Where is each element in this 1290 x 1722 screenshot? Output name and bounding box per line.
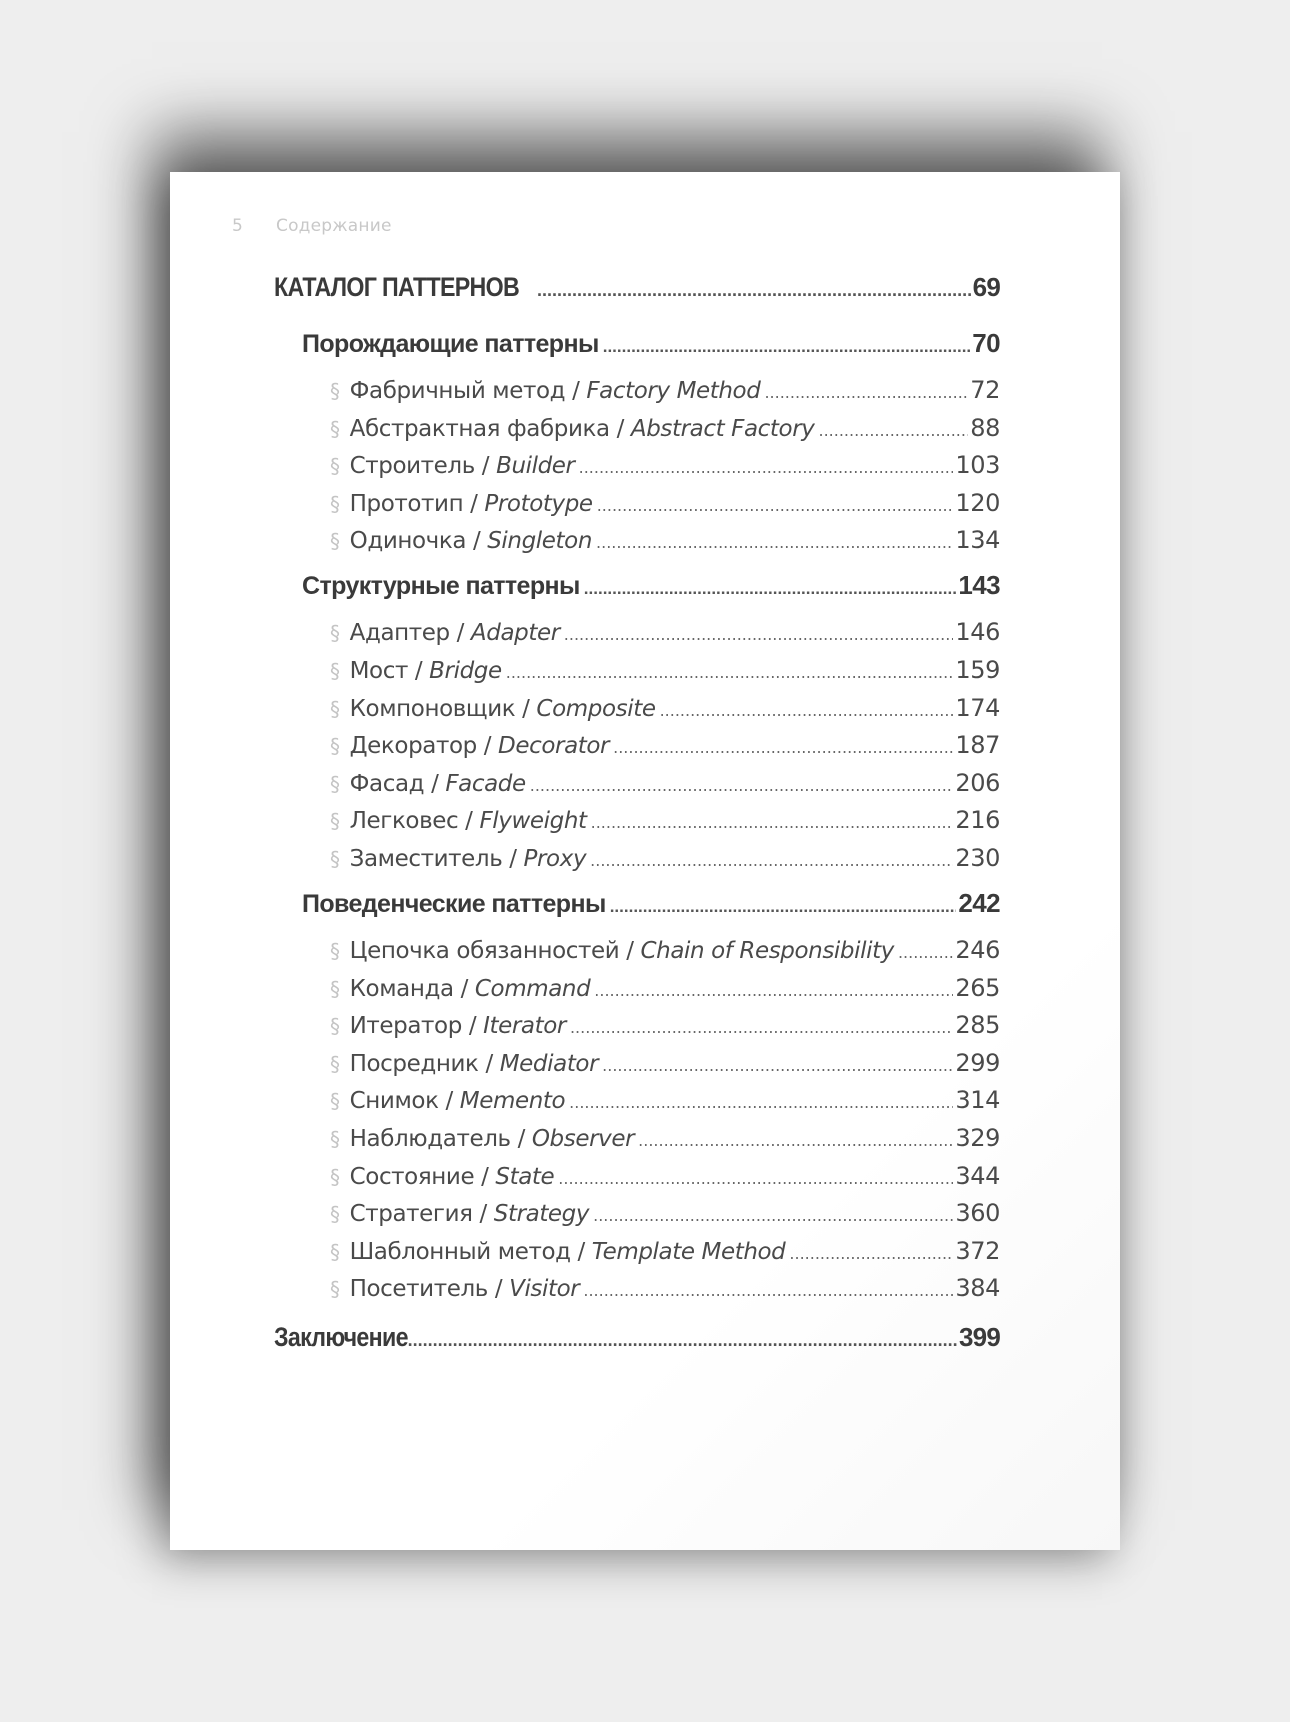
toc-entry-title-en: Facade <box>445 770 526 797</box>
section-sign-icon: § <box>330 1239 340 1264</box>
toc-section-heading-title: Поведенческие паттерны <box>302 890 606 918</box>
toc-entry[interactable] <box>330 414 1000 442</box>
toc-entry-title-ru: Посредник <box>349 1050 479 1077</box>
toc-conclusion-heading-page-number: 399 <box>959 1322 1000 1353</box>
dot-leader <box>570 1018 953 1037</box>
section-sign-icon: § <box>330 1164 340 1189</box>
section-sign-icon: § <box>330 696 340 721</box>
section-sign-icon: § <box>330 659 340 683</box>
toc-entry-separator: / <box>515 695 537 722</box>
toc-entry[interactable] <box>330 376 1000 404</box>
section-sign-icon: § <box>330 847 340 871</box>
toc-entry-page-number: 187 <box>955 731 1000 760</box>
toc-entry-page-number: 206 <box>955 768 1000 797</box>
toc-entry-title <box>330 620 560 646</box>
section-sign-icon: § <box>330 491 340 516</box>
toc-entry-title-ru: Состояние <box>349 1163 475 1190</box>
toc-entry[interactable] <box>330 844 1000 872</box>
dot-leader <box>596 533 953 552</box>
dot-leader <box>594 981 953 1000</box>
toc-entry-page-number: 329 <box>955 1124 1000 1152</box>
toc-entry-separator: / <box>619 938 641 964</box>
toc-entry-page-number: 174 <box>955 693 1000 722</box>
toc-entry-title-en: Composite <box>536 695 656 722</box>
toc-entry-title <box>330 696 656 722</box>
toc-section-heading[interactable] <box>302 328 1000 359</box>
toc-entry-title-ru: Адаптер <box>349 620 450 647</box>
toc-entry-separator: / <box>449 620 471 647</box>
toc-entry-title <box>330 378 760 404</box>
toc-entry-title-ru: Строитель <box>349 453 475 480</box>
dot-leader <box>660 701 954 720</box>
toc-entry[interactable] <box>330 1274 1000 1302</box>
toc-entry-title <box>330 1201 589 1227</box>
toc-section-heading[interactable] <box>302 888 1000 919</box>
book-page <box>170 172 1120 1550</box>
toc-entry-title-ru: Итератор <box>349 1013 462 1040</box>
toc-entry[interactable] <box>330 1162 1000 1190</box>
toc-entry-title <box>330 1013 566 1039</box>
toc-entry-title-en: Decorator <box>498 733 610 760</box>
toc-section-heading[interactable] <box>302 570 1000 601</box>
running-head-page-number: 5 <box>232 216 244 236</box>
toc-part-heading-page-number: 69 <box>972 272 1000 302</box>
section-sign-icon: § <box>330 454 340 479</box>
toc-entry-title <box>330 416 814 442</box>
toc-entry-title-en: Bridge <box>429 658 502 684</box>
toc-entry-title-en: Iterator <box>483 1013 566 1040</box>
toc-entry-page-number: 72 <box>970 376 1000 404</box>
section-sign-icon: § <box>330 976 340 1001</box>
dot-leader <box>569 1093 953 1112</box>
section-sign-icon: § <box>330 734 340 759</box>
toc-entry-separator: / <box>461 1013 484 1040</box>
toc-entry-title-ru: Наблюдатель <box>349 1126 511 1152</box>
toc-entry-title-ru: Легковес <box>349 808 459 835</box>
dot-leader <box>408 1330 957 1351</box>
toc-entry-title-en: Factory Method <box>586 378 761 404</box>
toc-entry-title-en: Observer <box>531 1126 635 1152</box>
toc-entry-page-number: 146 <box>955 618 1000 647</box>
toc-entry-page-number: 88 <box>970 413 1000 442</box>
toc-entry-separator: / <box>424 770 446 797</box>
toc-section-heading-page-number: 143 <box>958 570 1000 601</box>
dot-leader <box>613 738 953 757</box>
toc-entry-page-number: 384 <box>955 1274 1000 1303</box>
toc-entry[interactable] <box>330 526 1000 554</box>
toc-entry-title-ru: Мост <box>349 658 408 684</box>
toc-entry-title-en: Command <box>474 975 591 1002</box>
toc-entry-title-en: Template Method <box>591 1238 786 1265</box>
section-sign-icon: § <box>330 1127 340 1151</box>
dot-leader <box>898 943 953 962</box>
toc-entry-title-ru: Фасад <box>349 770 425 797</box>
toc-entry-page-number: 299 <box>955 1048 1000 1077</box>
toc-entry-title <box>330 733 609 759</box>
dot-leader <box>597 496 954 515</box>
section-sign-icon: § <box>330 379 340 403</box>
toc-entry-title-en: Mediator <box>499 1050 599 1077</box>
dot-leader <box>602 1056 953 1075</box>
toc-entry-title <box>330 938 894 964</box>
toc-entry-title <box>330 1088 565 1114</box>
toc-entry-title <box>330 453 575 479</box>
dot-leader <box>579 458 954 477</box>
toc-entry-title-en: Adapter <box>470 620 560 647</box>
toc-entry-page-number: 246 <box>955 936 1000 964</box>
dot-leader <box>564 625 954 644</box>
toc-entry-title-en: Prototype <box>484 490 593 517</box>
toc-entry-title <box>330 771 526 797</box>
toc-entry-title-en: Visitor <box>509 1276 580 1303</box>
toc-entry-separator: / <box>453 975 475 1002</box>
toc-entry[interactable] <box>330 656 1000 684</box>
toc-entry-title-en: Singleton <box>487 528 593 555</box>
running-head <box>232 216 392 236</box>
toc-entry[interactable] <box>330 1011 1000 1039</box>
toc-entry-page-number: 360 <box>955 1199 1000 1228</box>
dot-leader <box>530 776 954 795</box>
toc-entry-separator: / <box>609 415 631 442</box>
toc-entry-separator: / <box>463 490 485 517</box>
toc-entry-separator: / <box>407 658 430 684</box>
toc-entry[interactable] <box>330 769 1000 797</box>
toc-entry-title <box>330 658 502 684</box>
section-sign-icon: § <box>330 621 340 646</box>
toc-entry-title-ru: Заместитель <box>349 846 503 872</box>
toc-entry-separator: / <box>502 846 524 872</box>
section-sign-icon: § <box>330 1202 340 1227</box>
toc-entry-separator: / <box>510 1126 532 1152</box>
dot-leader <box>506 663 954 682</box>
toc-entry-title-ru: Абстрактная фабрика <box>349 415 610 442</box>
toc-entry-title-ru: Шаблонный метод <box>349 1238 571 1265</box>
dot-leader <box>610 897 957 917</box>
running-head-title: Содержание <box>276 216 392 236</box>
toc-entry[interactable] <box>330 618 1000 646</box>
section-sign-icon: § <box>330 1277 340 1302</box>
toc-entry-title-ru: Компоновщик <box>349 695 516 722</box>
toc-entry-separator: / <box>474 453 497 480</box>
toc-entry-title-en: State <box>495 1163 555 1190</box>
dot-leader <box>593 1206 953 1225</box>
section-sign-icon: § <box>330 1051 340 1076</box>
toc-entry-title-ru: Декоратор <box>349 733 477 760</box>
toc-entry-title <box>330 808 587 834</box>
toc-part-heading[interactable] <box>274 272 1000 303</box>
toc-entry-separator: / <box>474 1163 496 1190</box>
toc-entry-title-ru: Стратегия <box>349 1201 473 1228</box>
dot-leader <box>590 851 953 870</box>
toc-entry-separator: / <box>472 1201 494 1228</box>
toc-entry[interactable] <box>330 694 1000 722</box>
toc-entry-title-en: Strategy <box>493 1201 590 1228</box>
toc-entry-title <box>330 1164 554 1190</box>
toc-entry[interactable] <box>330 806 1000 834</box>
section-sign-icon: § <box>330 529 340 554</box>
toc-entry[interactable] <box>330 1124 1000 1152</box>
toc-entry-title-ru: Фабричный метод <box>349 378 566 404</box>
toc-entry-title-ru: Цепочка обязанностей <box>349 938 620 964</box>
dot-leader <box>603 337 971 357</box>
toc-entry-title <box>330 976 590 1002</box>
toc-entry-separator: / <box>565 378 587 404</box>
toc-entry[interactable] <box>330 974 1000 1002</box>
toc-entry[interactable] <box>330 1086 1000 1114</box>
toc-entry-title <box>330 1276 579 1302</box>
dot-leader <box>584 579 957 599</box>
toc-entry-title-ru: Снимок <box>349 1088 439 1115</box>
toc-entry[interactable] <box>330 1199 1000 1227</box>
toc-entry-title-en: Chain of Responsibility <box>640 938 894 964</box>
dot-leader <box>789 1244 953 1263</box>
toc-entry-page-number: 120 <box>955 488 1000 517</box>
toc-entry-separator: / <box>487 1276 510 1303</box>
toc-entry-page-number: 216 <box>955 806 1000 835</box>
toc-entry-title-ru: Прототип <box>349 490 464 517</box>
toc-entry-separator: / <box>458 808 480 835</box>
toc-entry-separator: / <box>466 528 488 555</box>
toc-entry-title <box>330 1239 785 1265</box>
toc-entry[interactable] <box>330 451 1000 479</box>
toc-entry-page-number: 265 <box>955 973 1000 1002</box>
section-sign-icon: § <box>330 1089 340 1114</box>
toc-section-heading-page-number: 70 <box>972 328 1000 358</box>
toc-entry-title-en: Builder <box>496 453 575 480</box>
dot-leader <box>558 1169 953 1188</box>
section-sign-icon: § <box>330 939 340 963</box>
toc-conclusion-heading[interactable] <box>274 1322 1000 1353</box>
dot-leader <box>764 383 968 402</box>
section-sign-icon: § <box>330 771 340 796</box>
dot-leader <box>818 421 968 440</box>
toc-entry-page-number: 230 <box>955 844 1000 872</box>
toc-entry[interactable] <box>330 489 1000 517</box>
toc-entry-title-ru: Команда <box>349 975 454 1002</box>
toc-entry-title-ru: Одиночка <box>349 528 467 555</box>
section-sign-icon: § <box>330 809 340 834</box>
toc-entry-page-number: 344 <box>955 1161 1000 1190</box>
section-sign-icon: § <box>330 1014 340 1039</box>
toc-entry-title-en: Flyweight <box>479 808 587 835</box>
toc-entry[interactable] <box>330 936 1000 964</box>
toc-entry-title <box>330 1126 634 1152</box>
toc-entry[interactable] <box>330 1049 1000 1077</box>
toc-entry-separator: / <box>438 1088 460 1115</box>
toc-entry-page-number: 159 <box>955 656 1000 684</box>
toc-entry-title <box>330 846 586 872</box>
toc-section-heading-title: Порождающие паттерны <box>302 330 599 358</box>
toc-entry[interactable] <box>330 731 1000 759</box>
toc-part-heading-title: КАТАЛОГ ПАТТЕРНОВ <box>274 272 520 302</box>
toc-entry[interactable] <box>330 1237 1000 1265</box>
toc-entry-page-number: 285 <box>955 1011 1000 1040</box>
dot-leader <box>583 1281 953 1300</box>
dot-leader <box>537 280 971 301</box>
toc-entry-page-number: 314 <box>955 1086 1000 1115</box>
toc-section-heading-page-number: 242 <box>958 888 1000 918</box>
toc-entry-separator: / <box>570 1238 592 1265</box>
toc-entry-page-number: 103 <box>955 451 1000 480</box>
toc-section-heading-title: Структурные паттерны <box>302 572 580 601</box>
toc-entry-title-en: Memento <box>459 1088 566 1115</box>
dot-leader <box>638 1131 953 1150</box>
dot-leader <box>591 813 954 832</box>
toc-entry-separator: / <box>478 1050 500 1077</box>
toc-entry-title-ru: Посетитель <box>349 1276 488 1303</box>
toc-entry-title <box>330 491 593 517</box>
toc-entry-title-en: Abstract Factory <box>630 415 815 442</box>
toc-entry-title <box>330 1051 598 1077</box>
toc-entry-separator: / <box>476 733 499 760</box>
toc-entry-title-en: Proxy <box>523 846 587 872</box>
toc-conclusion-heading-title: Заключение <box>274 1322 408 1353</box>
section-sign-icon: § <box>330 416 340 441</box>
toc-entry-page-number: 134 <box>955 526 1000 555</box>
toc-entry-title <box>330 528 592 554</box>
toc-entry-page-number: 372 <box>955 1236 1000 1265</box>
